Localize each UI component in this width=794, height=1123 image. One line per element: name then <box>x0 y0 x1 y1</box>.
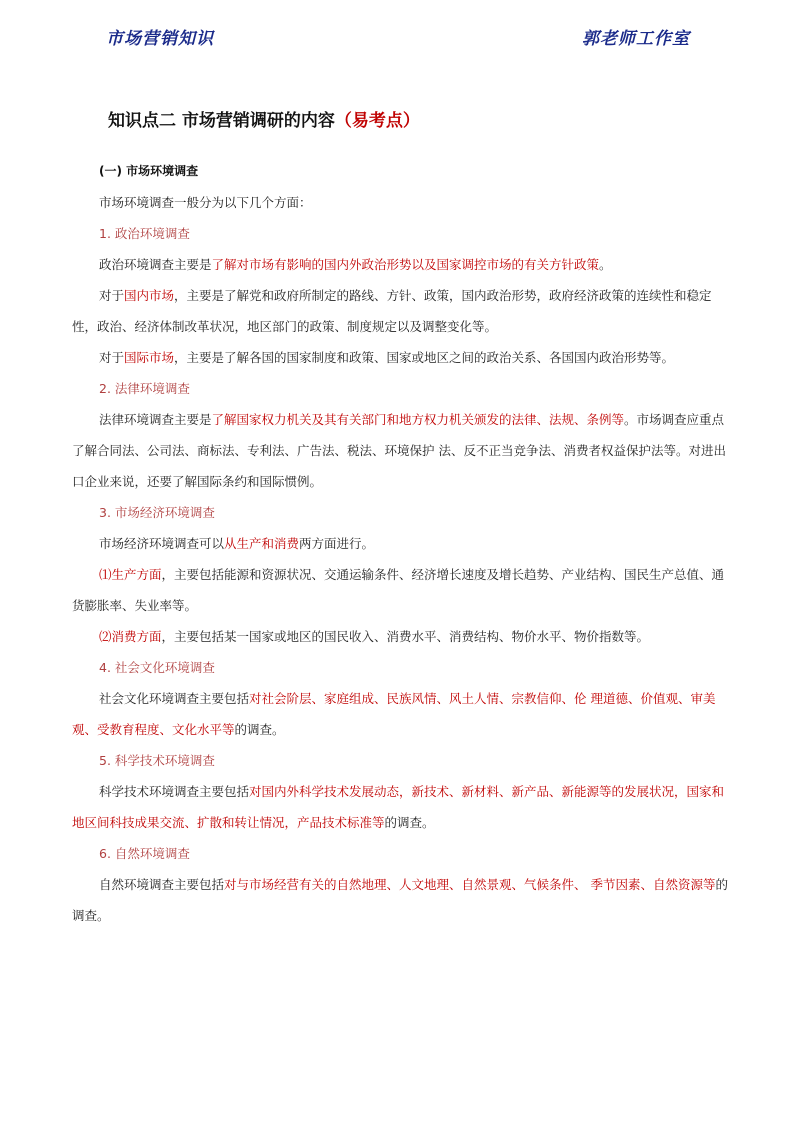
paragraph: 自然环境调查主要包括对与市场经营有关的自然地理、人文地理、自然景观、气候条件、 季节因素、自然资源等的调查。 <box>72 877 729 923</box>
subsection-heading-natural: 6. 自然环境调查 <box>99 846 190 861</box>
subsection-heading-economic: 3. 市场经济环境调查 <box>99 505 215 520</box>
subsection-heading-political: 1. 政治环境调查 <box>99 226 190 241</box>
paragraph: 社会文化环境调查主要包括对社会阶层、家庭组成、民族风情、风土人情、宗教信仰、伦 理道德、价值观、审美观、受教育程度、文化水平等的调查。 <box>72 691 716 737</box>
paragraph: 对于国内市场，主要是了解党和政府所制定的路线、方针、政策，国内政治形势，政府经济政策的连续性和稳定性，政治、经济体制改革状况，地区部门的政策、制度规定以及调整变化等。 <box>72 288 712 334</box>
title-highlight: （易考点） <box>334 111 420 131</box>
paragraph: 科学技术环境调查主要包括对国内外科学技术发展动态，新技术、新材料、新产品、新能源等的发展状况，国家和地区间科技成果交流、扩散和转让情况，产品技术标准等的调查。 <box>72 784 725 830</box>
paragraph: 市场经济环境调查可以从生产和消费两方面进行。 <box>99 536 375 551</box>
subsection-heading-legal: 2. 法律环境调查 <box>99 381 190 396</box>
paragraph: ⑵消费方面，主要包括某一国家或地区的国民收入、消费水平、消费结构、物价水平、物价指数等。 <box>99 629 650 644</box>
page-title <box>108 106 420 131</box>
paragraph: 政治环境调查主要是了解对市场有影响的国内外政治形势以及国家调控市场的有关方针政策。 <box>99 257 612 272</box>
subsection-heading-technology: 5. 科学技术环境调查 <box>99 753 215 768</box>
header-right-title: 郭老师工作室 <box>582 29 690 49</box>
document-body <box>72 156 732 931</box>
paragraph: 对于国际市场，主要是了解各国的国家制度和政策、国家或地区之间的政治关系、各国国内政治形势等。 <box>99 350 675 365</box>
section-heading: (一) 市场环境调查 <box>99 164 199 178</box>
paragraph: ⑴生产方面，主要包括能源和资源状况、交通运输条件、经济增长速度及增长趋势、产业结构、国民生产总值、通货膨胀率、失业率等。 <box>72 567 725 613</box>
title-main: 知识点二 市场营销调研的内容 <box>108 111 335 131</box>
section-intro: 市场环境调查一般分为以下几个方面： <box>99 195 312 210</box>
paragraph: 法律环境调查主要是了解国家权力机关及其有关部门和地方权力机关颁发的法律、法规、条例等。市场调查应重点了解合同法、公司法、商标法、专利法、广告法、税法、环境保护 法、反不正当竞争法、消费者权益保护法等。对进出口企业来说，还要了解国际条约和国际惯例。 <box>72 412 726 489</box>
subsection-heading-social: 4. 社会文化环境调查 <box>99 660 215 675</box>
header-left-title: 市场营销知识 <box>106 29 214 49</box>
